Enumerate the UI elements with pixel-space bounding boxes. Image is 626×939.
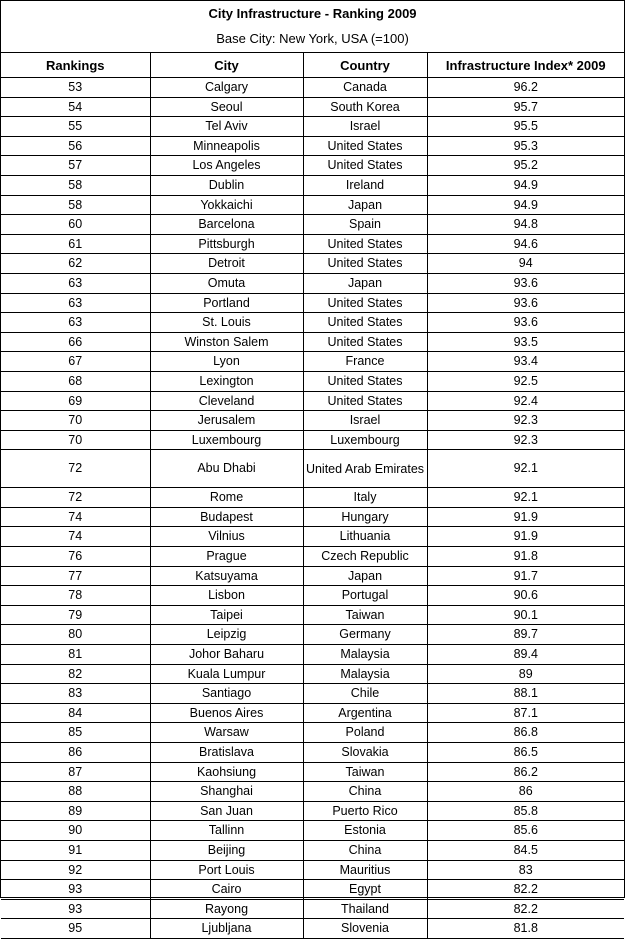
table-title: City Infrastructure - Ranking 2009 [208, 6, 417, 21]
rank-cell: 90 [1, 821, 150, 841]
country-cell: South Korea [303, 97, 427, 117]
city-cell: Santiago [150, 684, 303, 704]
rank-cell: 86 [1, 743, 150, 763]
city-cell: Jerusalem [150, 411, 303, 431]
country-cell: Argentina [303, 703, 427, 723]
country-cell: United States [303, 371, 427, 391]
column-header-country: Country [303, 53, 427, 78]
rank-cell: 83 [1, 684, 150, 704]
index-cell: 85.6 [427, 821, 624, 841]
table-row [1, 586, 624, 606]
index-cell: 85.8 [427, 801, 624, 821]
city-cell: Vilnius [150, 527, 303, 547]
table-row [1, 625, 624, 645]
rank-cell: 70 [1, 411, 150, 431]
city-cell: Tallinn [150, 821, 303, 841]
table-row [1, 527, 624, 547]
rank-cell: 81 [1, 645, 150, 665]
rank-cell: 63 [1, 273, 150, 293]
country-cell: Italy [303, 488, 427, 508]
table-row [1, 821, 624, 841]
rank-cell: 72 [1, 450, 150, 488]
country-cell: United States [303, 332, 427, 352]
country-cell: Slovakia [303, 743, 427, 763]
index-cell: 94.6 [427, 234, 624, 254]
table-row [1, 899, 624, 919]
country-cell: Canada [303, 78, 427, 98]
index-cell: 91.9 [427, 507, 624, 527]
country-cell: Lithuania [303, 527, 427, 547]
table-row [1, 860, 624, 880]
table-row [1, 450, 624, 488]
country-cell: United States [303, 313, 427, 333]
country-cell: China [303, 782, 427, 802]
table-row [1, 195, 624, 215]
country-cell: Puerto Rico [303, 801, 427, 821]
country-cell: Taiwan [303, 605, 427, 625]
rank-cell: 85 [1, 723, 150, 743]
rank-cell: 91 [1, 840, 150, 860]
index-cell: 86.8 [427, 723, 624, 743]
city-cell: Yokkaichi [150, 195, 303, 215]
column-header-city: City [150, 53, 303, 78]
index-cell: 93.6 [427, 293, 624, 313]
header-row [1, 53, 624, 78]
rank-cell: 63 [1, 293, 150, 313]
city-cell: San Juan [150, 801, 303, 821]
rank-cell: 60 [1, 215, 150, 235]
table-row [1, 684, 624, 704]
rank-cell: 93 [1, 899, 150, 919]
index-cell: 94.9 [427, 175, 624, 195]
table-row [1, 234, 624, 254]
country-cell: United States [303, 293, 427, 313]
table-row [1, 840, 624, 860]
rank-cell: 61 [1, 234, 150, 254]
rank-cell: 53 [1, 78, 150, 98]
country-cell: Japan [303, 195, 427, 215]
table-row [1, 332, 624, 352]
country-cell: Japan [303, 566, 427, 586]
city-cell: Taipei [150, 605, 303, 625]
city-cell: Seoul [150, 97, 303, 117]
country-cell: United Arab Emirates [303, 450, 427, 488]
city-cell: Lexington [150, 371, 303, 391]
city-cell: Dublin [150, 175, 303, 195]
index-cell: 87.1 [427, 703, 624, 723]
city-cell: St. Louis [150, 313, 303, 333]
rank-cell: 88 [1, 782, 150, 802]
index-cell: 88.1 [427, 684, 624, 704]
country-cell: China [303, 840, 427, 860]
city-cell: Budapest [150, 507, 303, 527]
country-cell: United States [303, 391, 427, 411]
table-row [1, 411, 624, 431]
country-cell: Poland [303, 723, 427, 743]
index-cell: 89.4 [427, 645, 624, 665]
rank-cell: 72 [1, 488, 150, 508]
rank-cell: 58 [1, 175, 150, 195]
index-cell: 94.8 [427, 215, 624, 235]
city-cell: Leipzig [150, 625, 303, 645]
country-cell: Germany [303, 625, 427, 645]
table-row [1, 488, 624, 508]
index-cell: 86.2 [427, 762, 624, 782]
index-cell: 96.2 [427, 78, 624, 98]
table-row [1, 664, 624, 684]
city-cell: Pittsburgh [150, 234, 303, 254]
table-row [1, 313, 624, 333]
country-cell: Japan [303, 273, 427, 293]
index-cell: 89 [427, 664, 624, 684]
country-cell: Malaysia [303, 645, 427, 665]
country-cell: Israel [303, 411, 427, 431]
country-cell: Czech Republic [303, 547, 427, 567]
rank-cell: 79 [1, 605, 150, 625]
index-cell: 93.6 [427, 273, 624, 293]
country-cell: Luxembourg [303, 430, 427, 450]
index-cell: 92.1 [427, 488, 624, 508]
city-cell: Abu Dhabi [150, 450, 303, 488]
table-row [1, 507, 624, 527]
index-cell: 86 [427, 782, 624, 802]
index-cell: 95.3 [427, 136, 624, 156]
table-row [1, 78, 624, 98]
city-cell: Los Angeles [150, 156, 303, 176]
country-cell: Israel [303, 117, 427, 137]
rank-cell: 93 [1, 880, 150, 900]
index-cell: 89.7 [427, 625, 624, 645]
index-cell: 93.4 [427, 352, 624, 372]
rank-cell: 78 [1, 586, 150, 606]
city-cell: Luxembourg [150, 430, 303, 450]
index-cell: 92.3 [427, 430, 624, 450]
country-cell: Taiwan [303, 762, 427, 782]
table-row [1, 645, 624, 665]
city-cell: Warsaw [150, 723, 303, 743]
table-row [1, 605, 624, 625]
table-row [1, 97, 624, 117]
index-cell: 93.5 [427, 332, 624, 352]
table-row [1, 782, 624, 802]
rank-cell: 58 [1, 195, 150, 215]
index-cell: 83 [427, 860, 624, 880]
city-cell: Bratislava [150, 743, 303, 763]
table-row [1, 703, 624, 723]
country-cell: Slovenia [303, 919, 427, 939]
rank-cell: 63 [1, 313, 150, 333]
index-cell: 91.9 [427, 527, 624, 547]
country-cell: Estonia [303, 821, 427, 841]
index-cell: 94.9 [427, 195, 624, 215]
index-cell: 91.7 [427, 566, 624, 586]
country-cell: Ireland [303, 175, 427, 195]
city-cell: Winston Salem [150, 332, 303, 352]
city-cell: Rome [150, 488, 303, 508]
table-row [1, 117, 624, 137]
city-cell: Beijing [150, 840, 303, 860]
rank-cell: 74 [1, 507, 150, 527]
rank-cell: 77 [1, 566, 150, 586]
rank-cell: 54 [1, 97, 150, 117]
column-header-index: Infrastructure Index* 2009 [427, 53, 624, 78]
rank-cell: 84 [1, 703, 150, 723]
city-cell: Detroit [150, 254, 303, 274]
index-cell: 92.5 [427, 371, 624, 391]
city-cell: Portland [150, 293, 303, 313]
country-cell: Spain [303, 215, 427, 235]
index-cell: 93.6 [427, 313, 624, 333]
rank-cell: 66 [1, 332, 150, 352]
index-cell: 92.3 [427, 411, 624, 431]
rank-cell: 68 [1, 371, 150, 391]
city-cell: Katsuyama [150, 566, 303, 586]
city-cell: Kuala Lumpur [150, 664, 303, 684]
index-cell: 81.8 [427, 919, 624, 939]
index-cell: 90.1 [427, 605, 624, 625]
country-cell: Chile [303, 684, 427, 704]
table-row [1, 566, 624, 586]
table-row [1, 801, 624, 821]
index-cell: 86.5 [427, 743, 624, 763]
rank-cell: 80 [1, 625, 150, 645]
city-cell: Calgary [150, 78, 303, 98]
rank-cell: 92 [1, 860, 150, 880]
index-cell: 82.2 [427, 880, 624, 900]
rank-cell: 76 [1, 547, 150, 567]
rank-cell: 62 [1, 254, 150, 274]
country-cell: Malaysia [303, 664, 427, 684]
ranking-table [1, 53, 624, 939]
country-cell: Egypt [303, 880, 427, 900]
index-cell: 95.5 [427, 117, 624, 137]
city-cell: Lyon [150, 352, 303, 372]
country-cell: France [303, 352, 427, 372]
city-cell: Cleveland [150, 391, 303, 411]
country-cell: Thailand [303, 899, 427, 919]
city-cell: Minneapolis [150, 136, 303, 156]
index-cell: 91.8 [427, 547, 624, 567]
rank-cell: 70 [1, 430, 150, 450]
city-cell: Tel Aviv [150, 117, 303, 137]
city-cell: Omuta [150, 273, 303, 293]
index-cell: 82.2 [427, 899, 624, 919]
table-row [1, 175, 624, 195]
table-row [1, 371, 624, 391]
table-row [1, 156, 624, 176]
index-cell: 95.7 [427, 97, 624, 117]
index-cell: 92.4 [427, 391, 624, 411]
title-block [1, 1, 624, 53]
table-row [1, 293, 624, 313]
country-cell: Portugal [303, 586, 427, 606]
table-row [1, 136, 624, 156]
column-header-rankings: Rankings [1, 53, 150, 78]
table-row [1, 880, 624, 900]
rank-cell: 82 [1, 664, 150, 684]
country-cell: Hungary [303, 507, 427, 527]
table-row [1, 352, 624, 372]
index-cell: 84.5 [427, 840, 624, 860]
country-cell: United States [303, 156, 427, 176]
city-cell: Lisbon [150, 586, 303, 606]
rank-cell: 95 [1, 919, 150, 939]
index-cell: 92.1 [427, 450, 624, 488]
rank-cell: 89 [1, 801, 150, 821]
city-cell: Barcelona [150, 215, 303, 235]
index-cell: 90.6 [427, 586, 624, 606]
city-cell: Rayong [150, 899, 303, 919]
table-row [1, 273, 624, 293]
country-cell: United States [303, 234, 427, 254]
city-cell: Port Louis [150, 860, 303, 880]
rank-cell: 56 [1, 136, 150, 156]
city-cell: Ljubljana [150, 919, 303, 939]
table-row [1, 254, 624, 274]
country-cell: United States [303, 254, 427, 274]
index-cell: 94 [427, 254, 624, 274]
country-cell: Mauritius [303, 860, 427, 880]
table-row [1, 919, 624, 939]
table-body [1, 78, 624, 939]
table-row [1, 547, 624, 567]
city-cell: Prague [150, 547, 303, 567]
rank-cell: 57 [1, 156, 150, 176]
rank-cell: 67 [1, 352, 150, 372]
country-cell: United States [303, 136, 427, 156]
rank-cell: 55 [1, 117, 150, 137]
table-subtitle: Base City: New York, USA (=100) [216, 31, 409, 46]
city-cell: Cairo [150, 880, 303, 900]
table-row [1, 430, 624, 450]
table-row [1, 723, 624, 743]
city-cell: Kaohsiung [150, 762, 303, 782]
table-row [1, 391, 624, 411]
city-cell: Johor Baharu [150, 645, 303, 665]
city-cell: Shanghai [150, 782, 303, 802]
city-cell: Buenos Aires [150, 703, 303, 723]
table-row [1, 762, 624, 782]
rank-cell: 87 [1, 762, 150, 782]
rank-cell: 69 [1, 391, 150, 411]
index-cell: 95.2 [427, 156, 624, 176]
rank-cell: 74 [1, 527, 150, 547]
table-row [1, 743, 624, 763]
table-row [1, 215, 624, 235]
